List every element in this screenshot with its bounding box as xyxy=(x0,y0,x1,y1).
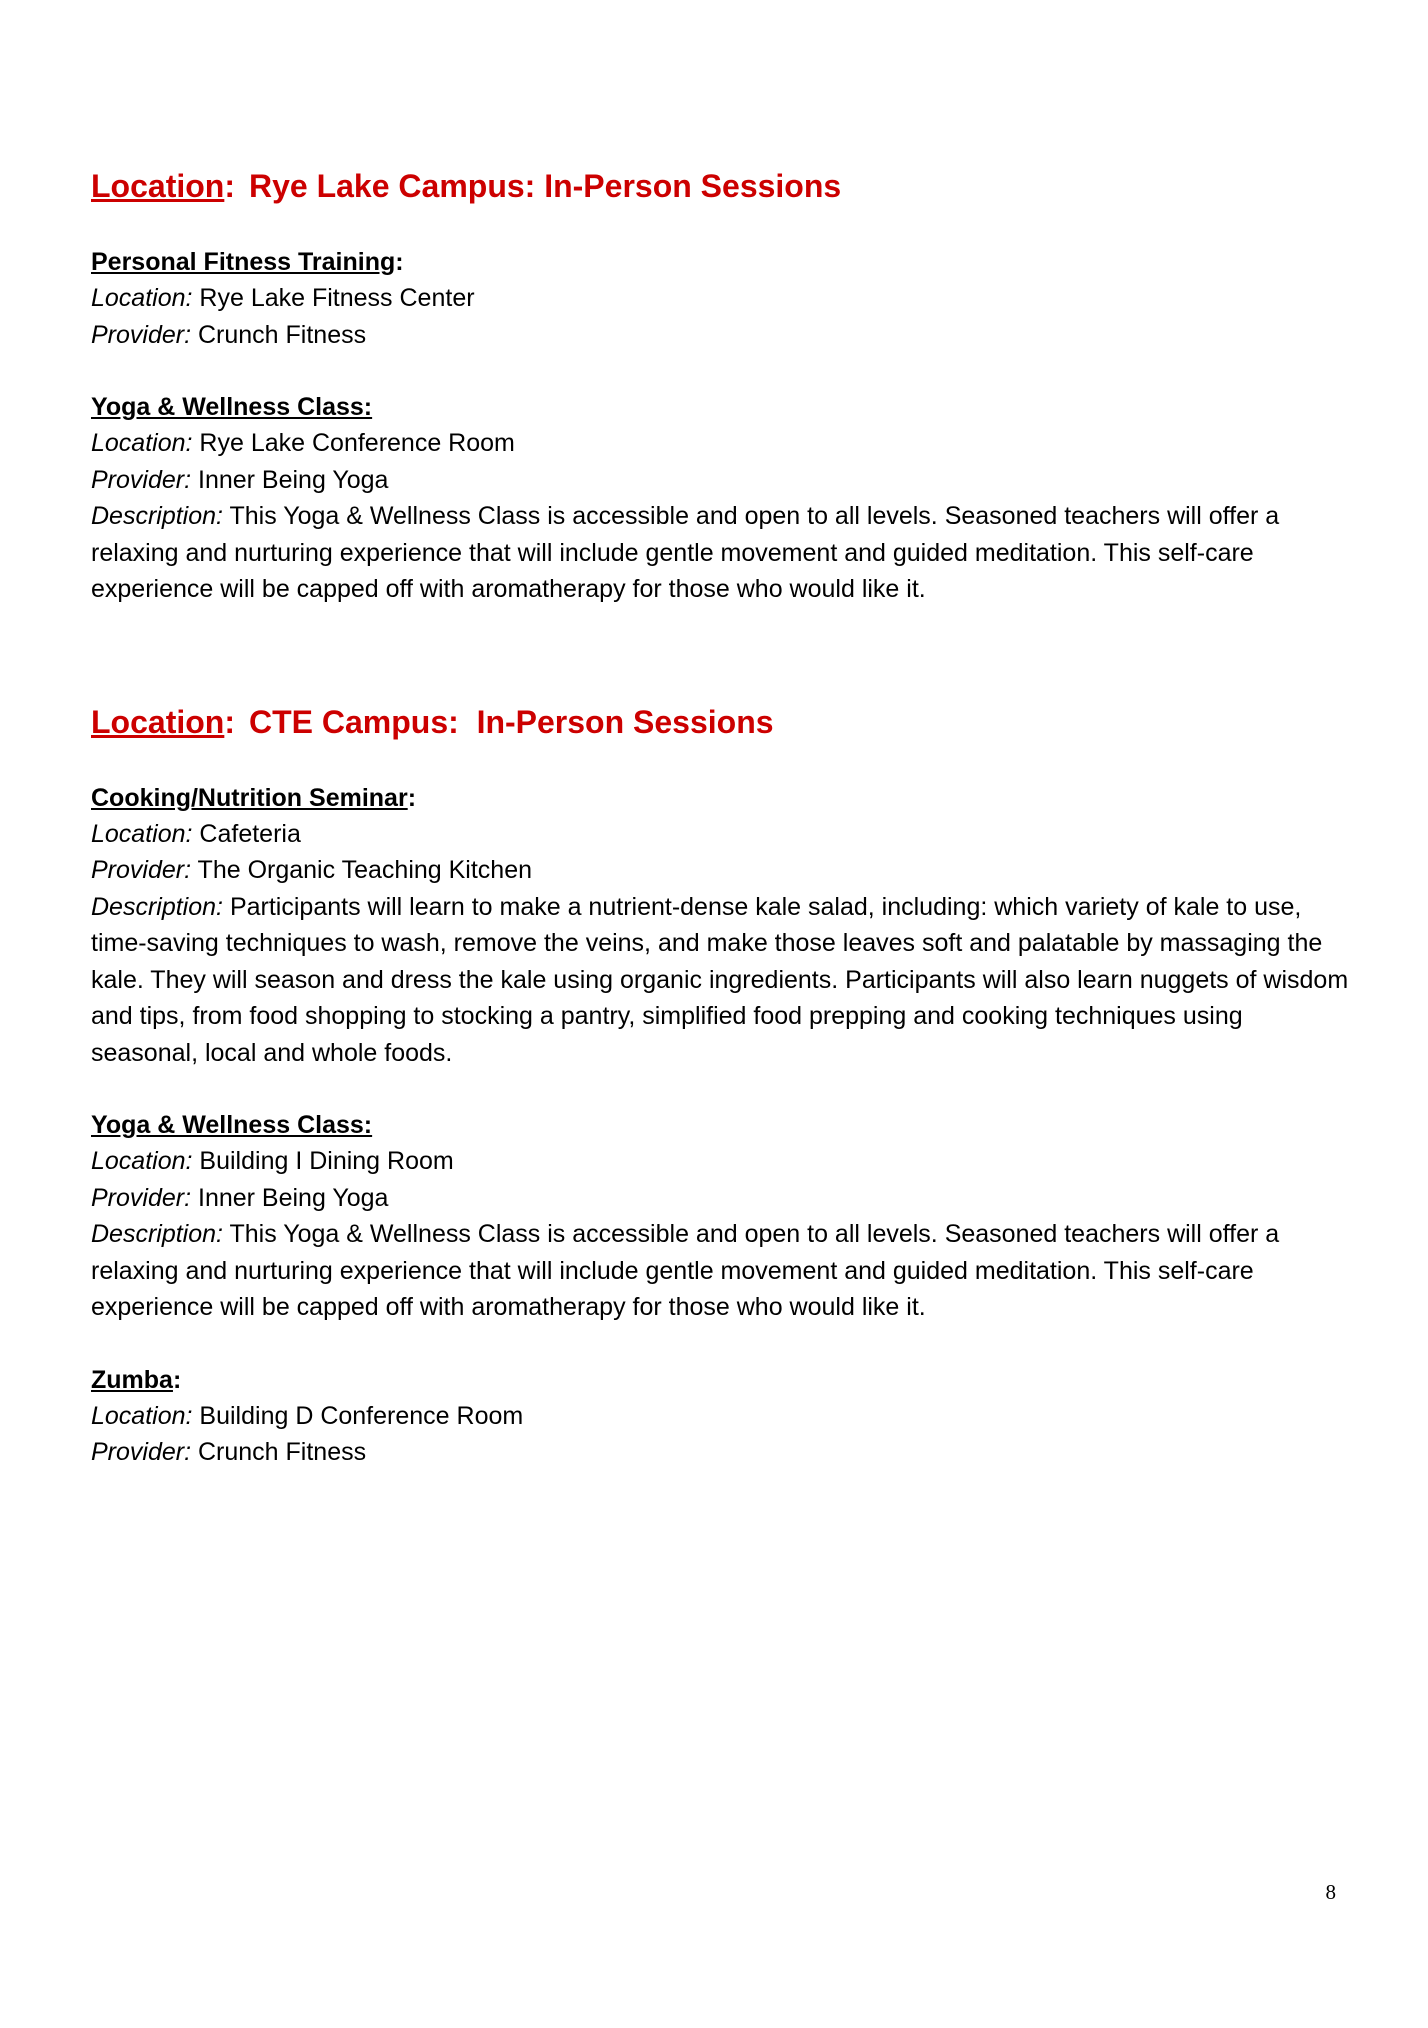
session-name: Personal Fitness Training xyxy=(91,248,396,276)
session-description xyxy=(91,889,1351,1072)
session-location xyxy=(91,1143,1351,1180)
heading-colon: : xyxy=(224,703,235,740)
session-title: Personal Fitness Training: xyxy=(91,248,404,276)
session-item xyxy=(91,780,1351,1072)
section-heading-label: Location xyxy=(91,168,225,204)
heading-colon: : xyxy=(224,168,235,204)
location-value: Building D Conference Room xyxy=(199,1401,524,1430)
session-item xyxy=(91,1107,1351,1326)
section-heading-title: Rye Lake Campus: In-Person Sessions xyxy=(248,168,842,204)
description-value: This Yoga & Wellness Class is accessible and open to all levels. Seasoned teachers will offer a relaxing and nurturing experience that will include gentle movement and guided meditation. This self-care experience will be capped off with aromatherapy for those who would like it. xyxy=(91,502,1280,603)
location-value: Rye Lake Fitness Center xyxy=(199,284,475,312)
session-location xyxy=(91,816,1351,853)
description-key: Description: xyxy=(91,502,223,530)
session-provider xyxy=(91,1434,1351,1471)
section-heading xyxy=(91,700,1351,744)
provider-value: The Organic Teaching Kitchen xyxy=(197,856,533,884)
session-title: Zumba: xyxy=(91,1365,182,1394)
provider-key: Provider: xyxy=(91,1438,192,1466)
session-item xyxy=(91,389,1351,608)
session-provider xyxy=(91,1180,1351,1217)
session-item xyxy=(91,244,1351,353)
session-provider xyxy=(91,852,1351,889)
location-key: Location: xyxy=(91,819,193,848)
description-key: Description: xyxy=(91,892,223,921)
location-value: Building I Dining Room xyxy=(199,1147,454,1175)
session-description xyxy=(91,1216,1351,1326)
provider-key: Provider: xyxy=(91,465,192,494)
section-heading-label: Location xyxy=(91,703,225,740)
location-key: Location: xyxy=(91,284,193,312)
description-key: Description: xyxy=(91,1220,223,1248)
provider-key: Provider: xyxy=(91,1183,192,1212)
provider-key: Provider: xyxy=(91,320,192,349)
session-title: Cooking/Nutrition Seminar: xyxy=(91,783,417,812)
session-description xyxy=(91,498,1351,608)
session-name: Yoga & Wellness Class: xyxy=(91,393,373,421)
location-value: Rye Lake Conference Room xyxy=(199,429,515,457)
section-heading xyxy=(91,164,1351,208)
provider-value: Inner Being Yoga xyxy=(198,465,389,494)
description-value: Participants will learn to make a nutrient-dense kale salad, including: which variety of kale to use, time-saving techniques to wash, remove the veins, and make those leaves soft and palatable by massaging the kale. They will season and dress the kale using organic ingredients. Participants will also learn nuggets of wisdom and tips, from food shopping to stocking a pantry, simplified food prepping and cooking techniques using seasonal, local and whole foods. xyxy=(91,892,1349,1067)
section-cte-campus xyxy=(91,700,1351,1471)
description-value: This Yoga & Wellness Class is accessible and open to all levels. Seasoned teachers will offer a relaxing and nurturing experience that will include gentle movement and guided meditation. This self-care experience will be capped off with aromatherapy for those who would like it. xyxy=(91,1220,1280,1321)
session-provider xyxy=(91,317,1351,354)
location-value: Cafeteria xyxy=(199,819,301,848)
location-key: Location: xyxy=(91,429,193,457)
session-item xyxy=(91,1362,1351,1471)
session-location xyxy=(91,425,1351,462)
session-title xyxy=(91,389,1351,425)
provider-value: Inner Being Yoga xyxy=(198,1183,389,1212)
session-location xyxy=(91,1398,1351,1435)
session-provider xyxy=(91,462,1351,499)
location-key: Location: xyxy=(91,1147,193,1175)
session-location xyxy=(91,280,1351,317)
section-heading-title: CTE Campus: In-Person Sessions xyxy=(248,703,774,740)
session-name: Yoga & Wellness Class: xyxy=(91,1111,373,1139)
provider-key: Provider: xyxy=(91,856,192,884)
session-name: Zumba xyxy=(91,1365,173,1394)
page-content xyxy=(91,164,1351,1471)
session-title xyxy=(91,1107,1351,1143)
location-key: Location: xyxy=(91,1401,193,1430)
provider-value: Crunch Fitness xyxy=(198,1438,367,1466)
provider-value: Crunch Fitness xyxy=(198,320,367,349)
session-name: Cooking/Nutrition Seminar xyxy=(91,783,408,812)
page-number: 8 xyxy=(1325,1880,1336,1904)
section-rye-lake xyxy=(91,164,1351,608)
